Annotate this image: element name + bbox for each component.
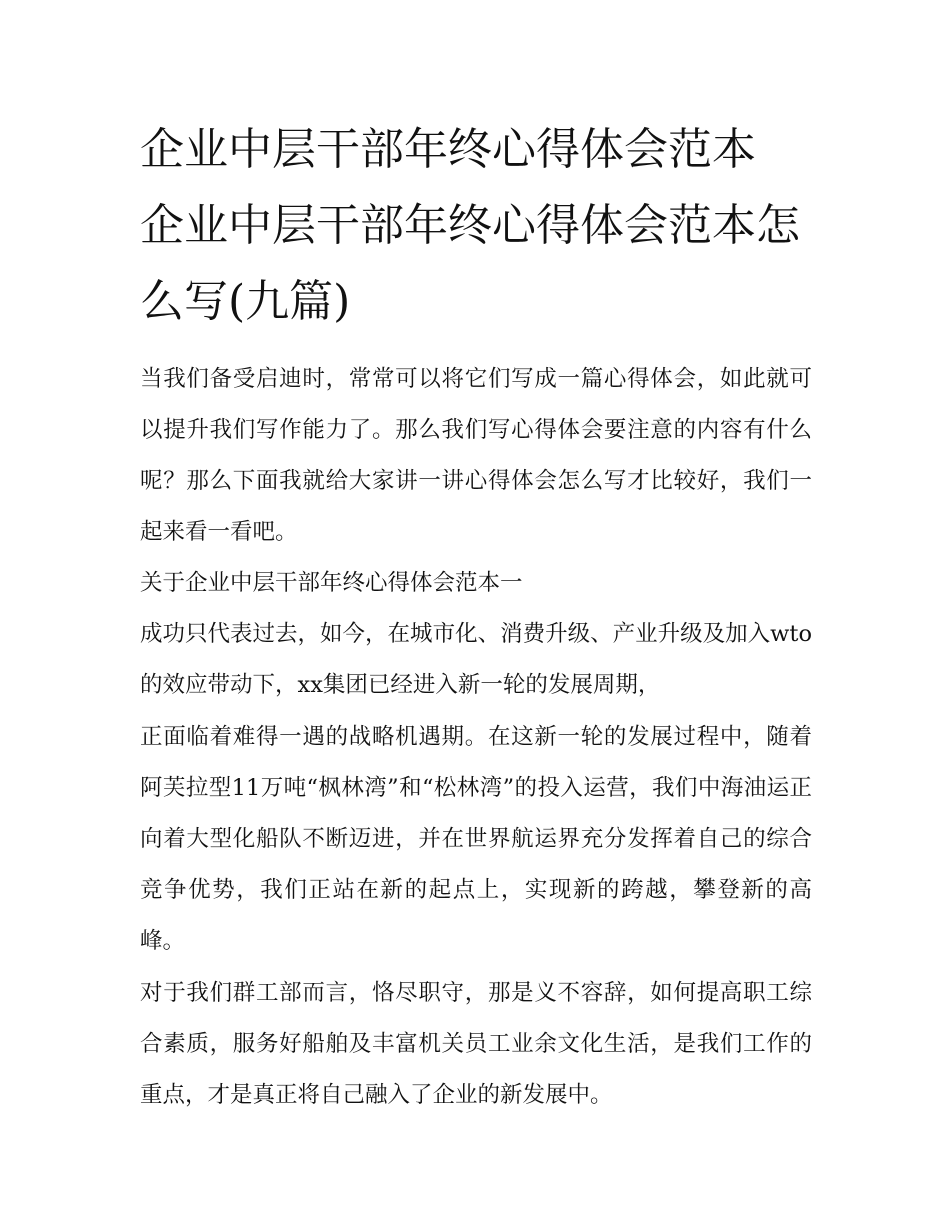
body-paragraph-2: 正面临着难得一遇的战略机遇期。在这新一轮的发展过程中，随着阿芙拉型11万吨“枫林湾”和“松林湾”的投入运营，我们中海油运正向着大型化船队不断迈进，并在世界航运界充分发挥着自己的综合竞争优势，我们正站在新的起点上，实现新的跨越，攀登新的高峰。: [140, 724, 812, 954]
intro-paragraph: 当我们备受启迪时，常常可以将它们写成一篇心得体会，如此就可以提升我们写作能力了。那么我们写心得体会要注意的内容有什么呢？那么下面我就给大家讲一讲心得体会怎么写才比较好，我们一起来看一看吧。: [140, 366, 812, 545]
body-paragraph-3: 对于我们群工部而言，恪尽职守，那是义不容辞，如何提高职工综合素质，服务好船舶及丰富机关员工业余文化生活，是我们工作的重点，才是真正将自己融入了企业的新发展中。: [140, 980, 812, 1108]
document-page: [140, 112, 812, 1121]
body-paragraph-1: 成功只代表过去，如今，在城市化、消费升级、产业升级及加入wto的效应带动下，xx集团已经进入新一轮的发展周期，: [140, 621, 812, 698]
section-heading: 关于企业中层干部年终心得体会范本一: [140, 570, 523, 596]
document-title: 企业中层干部年终心得体会范本 企业中层干部年终心得体会范本怎么写(九篇): [140, 124, 800, 327]
